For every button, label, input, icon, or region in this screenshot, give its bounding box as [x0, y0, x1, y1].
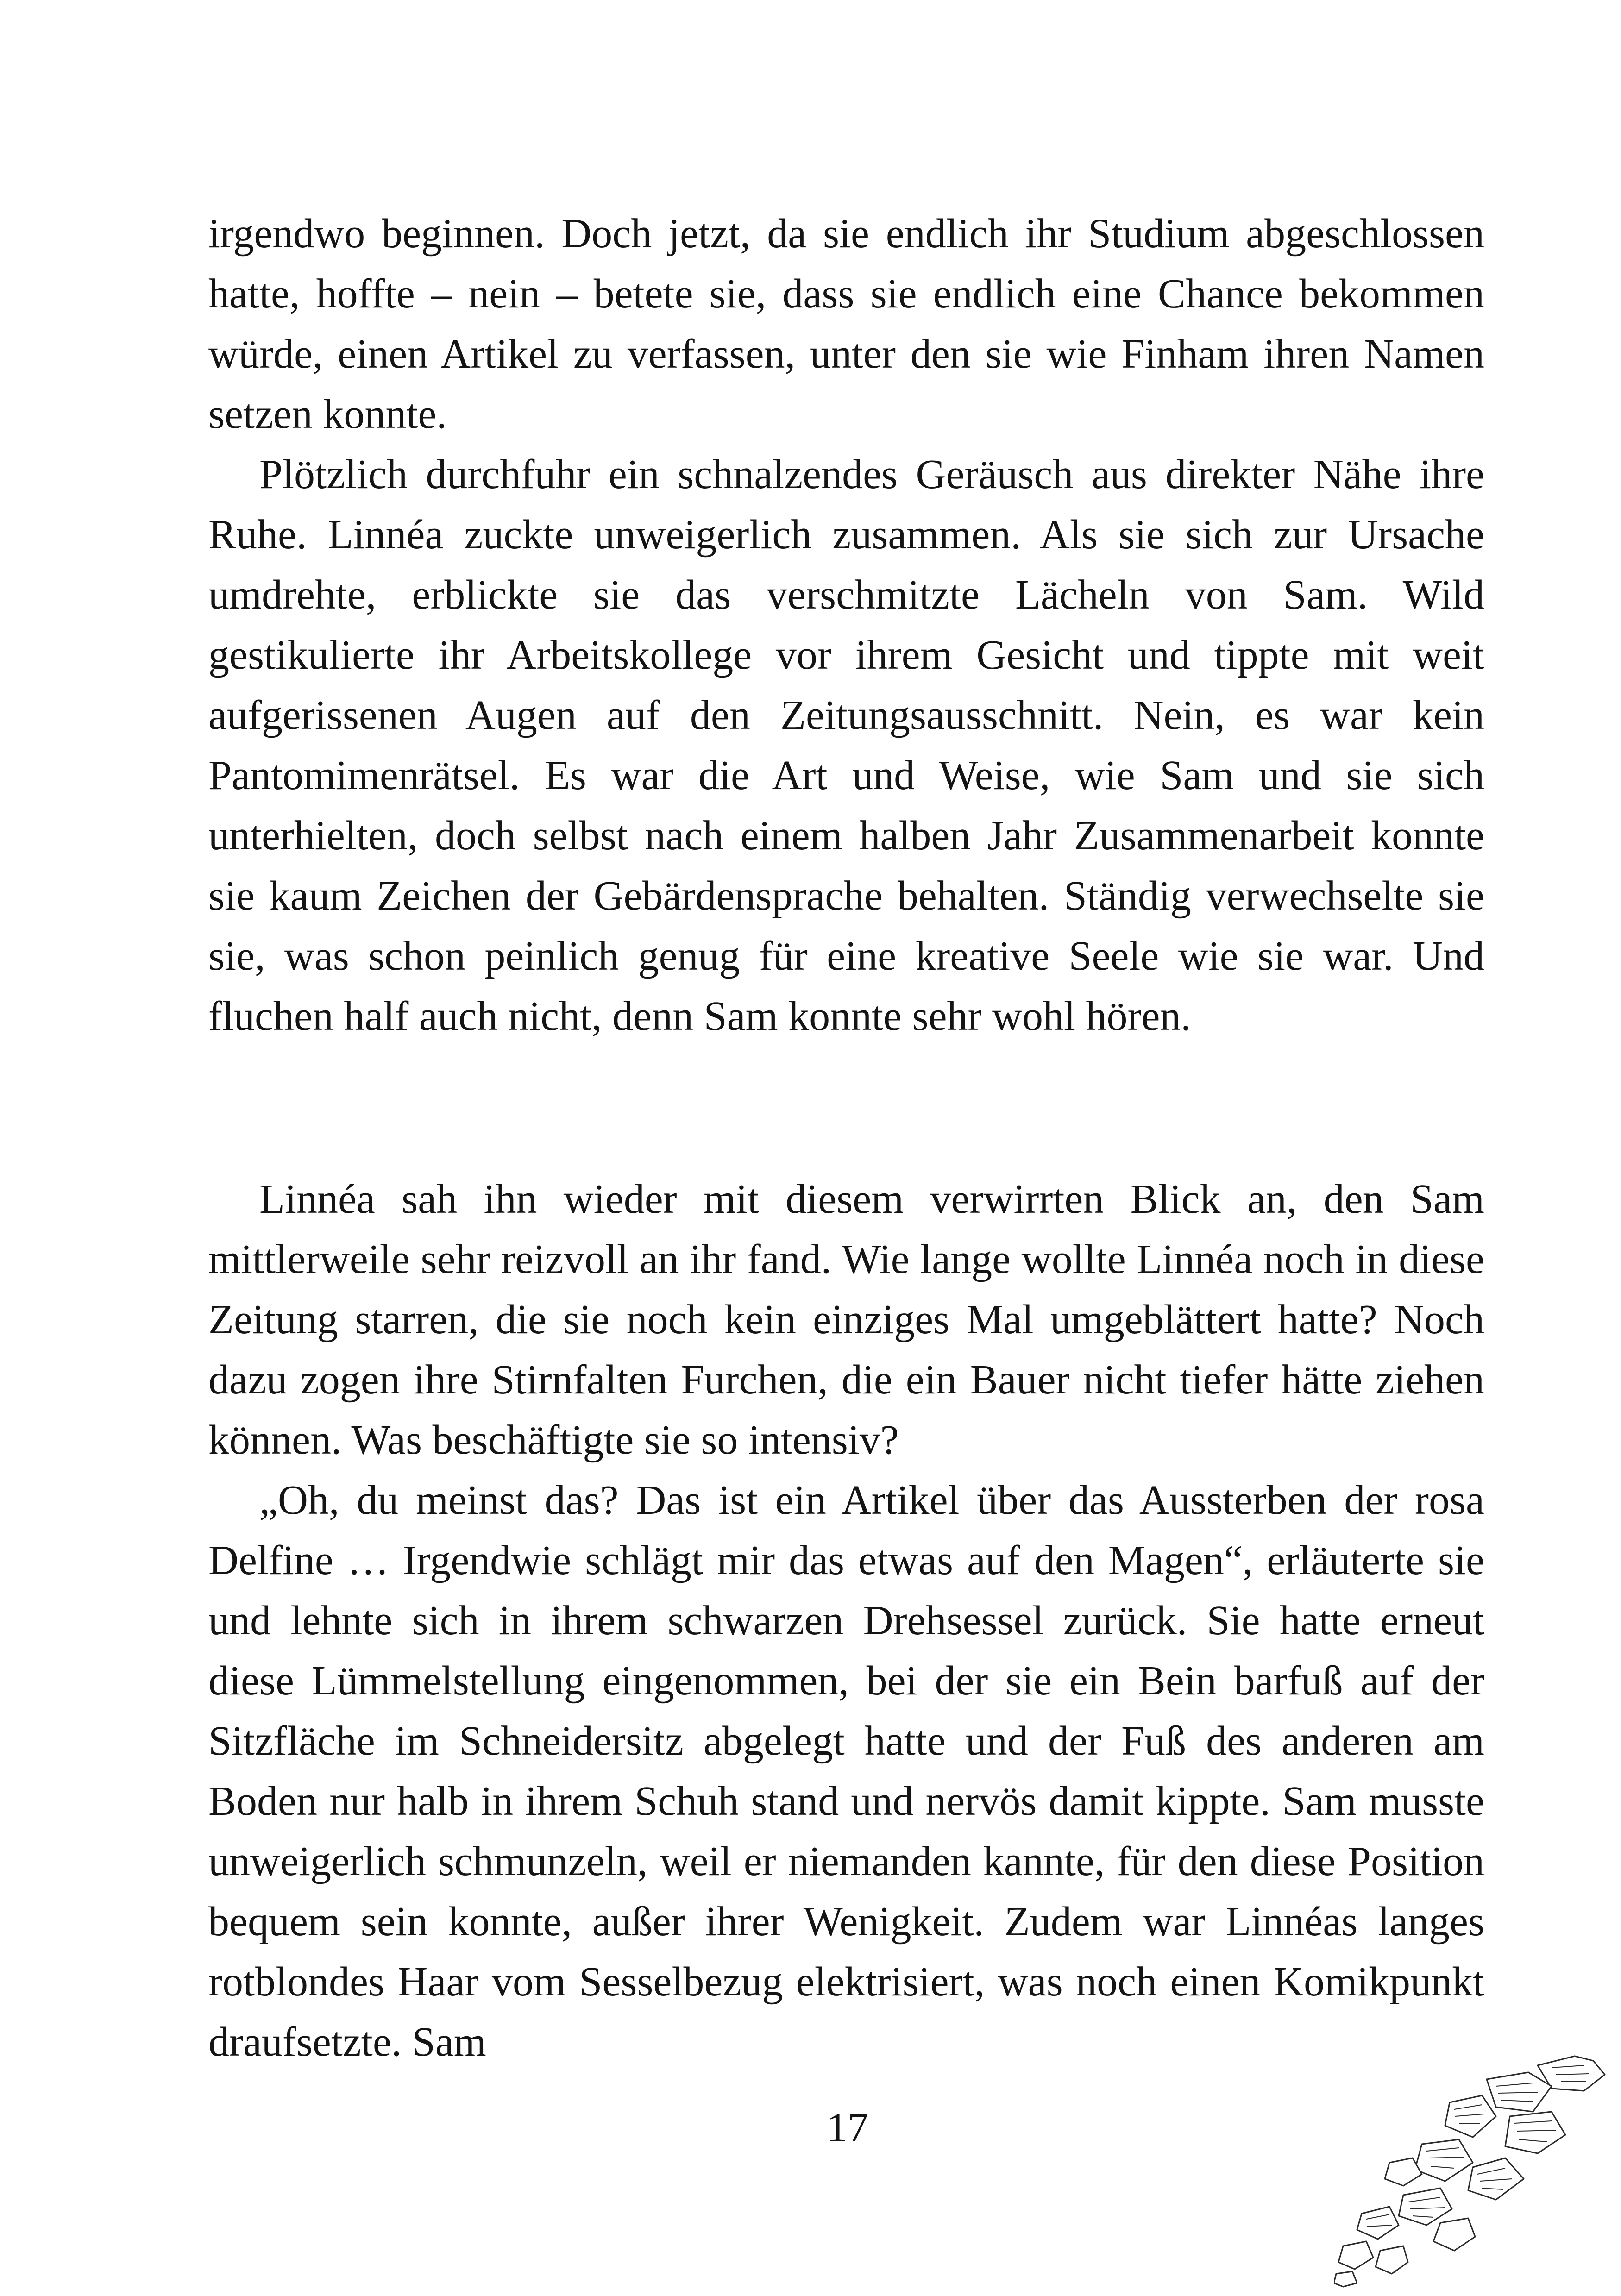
paragraph: „Oh, du meinst das? Das ist ein Artikel über das Aussterben der rosa Delfine … Irgendwie schlägt mir das etwas auf den Magen“, erläuterte sie und lehnte sich in ihrem schwarzen Drehsessel zurück. Sie hatte erneut diese Lümmelstellung eingenommen, bei der sie ein Bein barfuß auf der Sitzfläche im Schneidersitz abgelegt hatte und der Fuß des anderen am Boden nur halb in ihrem Schuh stand und nervös damit kippte. Sam musste unweigerlich schmunzeln, weil er niemanden kannte, für den diese Position bequem sein konnte, außer ihrer Wenigkeit. Zudem war Linnéas langes rotblondes Haar vom Sesselbezug elektrisiert, was noch einen Komikpunkt draufsetzte. Sam	[208, 1477, 1484, 2065]
paragraph: Plötzlich durchfuhr ein schnalzendes Geräusch aus direkter Nähe ihre Ruhe. Linnéa zuckte unweigerlich zusammen. Als sie sich zur Ursache umdrehte, erblickte sie das verschmitzte Lächeln von Sam. Wild gestikulierte ihr Arbeitskollege vor ihrem Gesicht und tippte mit weit aufgerissenen Augen auf den Zeitungsausschnitt. Nein, es war kein Pantomimenrätsel. Es war die Art und Weise, wie Sam und sie sich unterhielten, doch selbst nach einem halben Jahr Zusammenarbeit konnte sie kaum Zeichen der Gebärdensprache behalten. Ständig verwechselte sie sie, was schon peinlich genug für eine kreative Seele wie sie war. Und fluchen half auch nicht, denn Sam konnte sehr wohl hören.	[208, 452, 1484, 1039]
page-number: 17	[827, 2105, 868, 2151]
flying-paper-sheets-icon	[1334, 2047, 1612, 2288]
text-section-1	[208, 204, 1484, 1047]
paragraph: Linnéa sah ihn wieder mit diesem verwirrten Blick an, den Sam mittlerweile sehr reizvoll an ihr fand. Wie lange wollte Linnéa noch in diese Zeitung starren, die sie noch kein einziges Mal umgeblättert hatte? Noch dazu zogen ihre Stirnfalten Furchen, die ein Bauer nicht tiefer hätte ziehen können. Was beschäftigte sie so intensiv?	[208, 1176, 1484, 1463]
paragraph-continuation: irgendwo beginnen. Doch jetzt, da sie endlich ihr Studium abgeschlossen hatte, hoffte – nein – betete sie, dass sie endlich eine Chance bekommen würde, einen Artikel zu verfassen, unter den sie wie Finham ihren Namen setzen konnte.	[208, 211, 1484, 437]
text-section-2	[208, 1169, 1484, 2072]
